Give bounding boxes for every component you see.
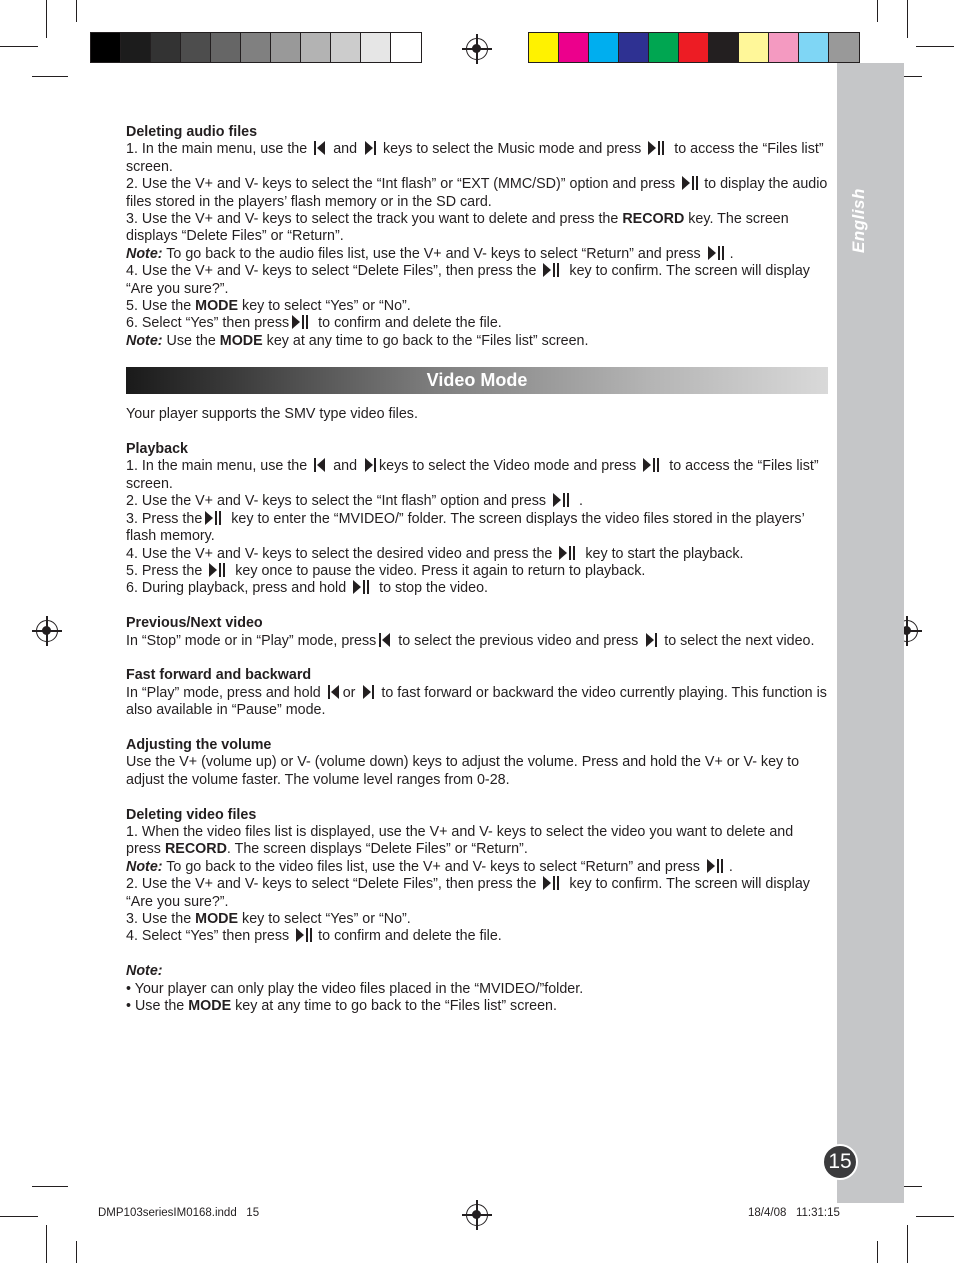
step: 4. Use the V+ and V- keys to select the desired video and press the key to start the playback.: [126, 545, 744, 562]
gray-swatch: [391, 33, 421, 62]
crop-mark: [46, 0, 47, 38]
step: 4. Select “Yes” then press to confirm and delete the file.: [126, 928, 502, 945]
crop-mark: [907, 0, 908, 38]
step: 3. Press the key to enter the “MVIDEO/” folder. The screen displays the video files stored in the players’ flash memory.: [126, 510, 805, 545]
section-title: Adjusting the volume: [126, 736, 272, 753]
gray-swatch: [121, 33, 151, 62]
registration-mark-icon: [36, 620, 58, 642]
paragraph: Use the V+ (volume up) or V- (volume down) keys to adjust the volume. Press and hold the V+ or V- key to adjust the volume faster. The volume level ranges from 0-28.: [126, 754, 800, 788]
play-pause-key-icon: [707, 859, 726, 873]
previous-key-icon: [379, 633, 391, 647]
step: 1. In the main menu, use the and keys to select the Video mode and press to access the “Files list” screen.: [126, 458, 819, 492]
crop-mark: [916, 46, 954, 47]
gray-swatch: [151, 33, 181, 62]
step: 2. Use the V+ and V- keys to select “Delete Files”, then press the key to confirm. The screen will display “Are you sure?”.: [126, 876, 810, 910]
step: 5. Use the MODE key to select “Yes” or “No”.: [126, 298, 411, 315]
crop-mark: [0, 46, 38, 47]
gray-swatch: [241, 33, 271, 62]
color-swatch: [649, 33, 679, 62]
step: 4. Use the V+ and V- keys to select “Delete Files”, then press the key to confirm. The screen will display “Are you sure?”.: [126, 263, 810, 297]
step: 6. During playback, press and hold to stop the video.: [126, 580, 489, 597]
gray-swatch: [361, 33, 391, 62]
step: 2. Use the V+ and V- keys to select the “Int flash” option and press .: [126, 493, 583, 510]
play-pause-key-icon: [553, 493, 572, 507]
play-pause-key-icon: [292, 315, 311, 329]
play-pause-key-icon: [296, 928, 315, 942]
color-swatch: [589, 33, 619, 62]
play-pause-key-icon: [205, 511, 224, 525]
crop-mark: [32, 1186, 68, 1187]
page-content: [126, 124, 828, 1015]
note: Note: To go back to the audio files list, use the V+ and V- keys to select “Return” and press .: [126, 245, 734, 262]
note-label: Note:: [126, 963, 163, 980]
note: Note: To go back to the video files list, use the V+ and V- keys to select “Return” and press .: [126, 858, 733, 875]
next-key-icon: [362, 685, 374, 699]
crop-mark: [76, 0, 77, 22]
play-pause-key-icon: [353, 580, 372, 594]
gray-swatch: [271, 33, 301, 62]
language-sidebar: [837, 63, 904, 1203]
crop-mark: [916, 1216, 954, 1217]
color-swatch: [799, 33, 829, 62]
previous-key-icon: [328, 685, 340, 699]
crop-mark: [32, 76, 68, 77]
date-slug: 18/4/08 11:31:15: [748, 1207, 840, 1219]
color-swatch: [709, 33, 739, 62]
color-swatch: [829, 33, 859, 62]
crop-mark: [76, 1241, 77, 1263]
color-swatch: [769, 33, 799, 62]
previous-key-icon: [314, 141, 326, 155]
page-number: 15: [822, 1144, 858, 1180]
gray-swatch: [181, 33, 211, 62]
file-slug: DMP103seriesIM0168.indd 15: [98, 1207, 260, 1219]
crop-mark: [877, 1241, 878, 1263]
gray-swatch: [301, 33, 331, 62]
section-title: Deleting audio files: [126, 124, 258, 140]
section-title: Playback: [126, 441, 188, 458]
section-title: Deleting video files: [126, 806, 257, 823]
play-pause-key-icon: [708, 246, 727, 260]
next-key-icon: [364, 141, 376, 155]
step: 1. When the video files list is displayed, use the V+ and V- keys to select the video you want to delete and press RECORD. The screen displays “Delete Files” or “Return”.: [126, 823, 794, 858]
crop-mark: [0, 1216, 38, 1217]
note: Note: Use the MODE key at any time to go back to the “Files list” screen.: [126, 332, 589, 349]
section-heading-bar: Video Mode: [126, 367, 828, 394]
registration-mark-icon: [466, 38, 488, 60]
bullet: • Your player can only play the video files placed in the “MVIDEO/”folder.: [126, 980, 584, 997]
color-swatch: [619, 33, 649, 62]
section-title: Fast forward and backward: [126, 667, 312, 684]
color-swatch: [679, 33, 709, 62]
play-pause-key-icon: [559, 546, 578, 560]
gray-swatch: [91, 33, 121, 62]
play-pause-key-icon: [543, 263, 562, 277]
color-swatch: [529, 33, 559, 62]
play-pause-key-icon: [209, 563, 228, 577]
play-pause-key-icon: [682, 176, 701, 190]
intro-text: Your player supports the SMV type video files.: [126, 406, 418, 423]
step: 3. Use the V+ and V- keys to select the track you want to delete and press the RECORD key. The screen displays “Delete Files” or “Return”.: [126, 211, 789, 245]
step: 5. Press the key once to pause the video. Press it again to return to playback.: [126, 562, 646, 579]
process-color-bar: [528, 32, 860, 63]
gray-swatch: [331, 33, 361, 62]
play-pause-key-icon: [648, 141, 667, 155]
paragraph: In “Play” mode, press and hold or to fast forward or backward the video currently playing. This function is also available in “Pause” mode.: [126, 684, 827, 719]
step: 1. In the main menu, use the and keys to select the Music mode and press to access the “Files list” screen.: [126, 141, 824, 175]
step: 3. Use the MODE key to select “Yes” or “No”.: [126, 910, 411, 927]
section-title: Previous/Next video: [126, 615, 263, 632]
crop-mark: [877, 0, 878, 22]
play-pause-key-icon: [643, 458, 662, 472]
previous-key-icon: [314, 458, 326, 472]
next-key-icon: [364, 458, 376, 472]
next-key-icon: [645, 633, 657, 647]
language-label: English: [849, 188, 868, 253]
gray-color-bar: [90, 32, 422, 63]
paragraph: In “Stop” mode or in “Play” mode, press to select the previous video and press to select the next video.: [126, 632, 815, 649]
gray-swatch: [211, 33, 241, 62]
color-swatch: [559, 33, 589, 62]
bullet: • Use the MODE key at any time to go back to the “Files list” screen.: [126, 998, 557, 1014]
play-pause-key-icon: [543, 876, 562, 890]
crop-mark: [46, 1225, 47, 1263]
color-swatch: [739, 33, 769, 62]
registration-mark-icon: [466, 1204, 488, 1226]
crop-mark: [907, 1225, 908, 1263]
step: 2. Use the V+ and V- keys to select the “Int flash” or “EXT (MMC/SD)” option and press to display the audio files stored in the players’ flash memory or in the SD card.: [126, 176, 828, 210]
step: 6. Select “Yes” then press to confirm and delete the file.: [126, 315, 502, 332]
